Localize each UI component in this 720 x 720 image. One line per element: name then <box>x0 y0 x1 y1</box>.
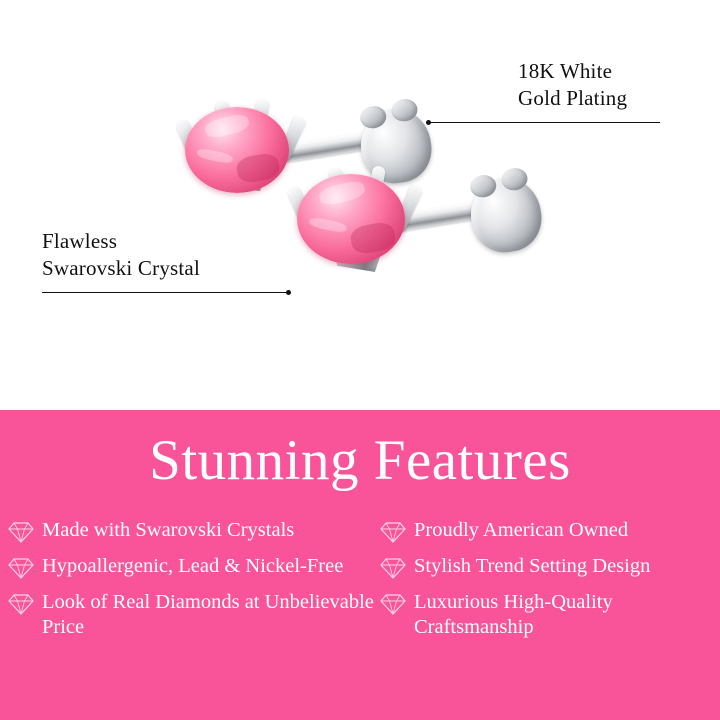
callout-leader-line <box>428 122 660 123</box>
callout-anchor-dot <box>286 290 291 295</box>
feature-item <box>8 590 380 640</box>
feature-label: Stylish Trend Setting Design <box>414 555 651 577</box>
feature-item <box>380 590 720 640</box>
diamond-icon <box>380 556 406 580</box>
crystal-stone <box>297 174 405 264</box>
diamond-icon <box>380 520 406 544</box>
butterfly-wing-right <box>390 97 419 123</box>
crystal-stone <box>185 107 289 193</box>
feature-label: Hypoallergenic, Lead & Nickel-Free <box>42 555 344 577</box>
earring-front-lower <box>275 150 595 330</box>
diamond-icon <box>8 556 34 580</box>
feature-item <box>8 554 380 580</box>
feature-label: Luxurious High-Quality Craftsmanship <box>414 591 613 638</box>
features-title: Stunning Features <box>149 429 571 492</box>
callout-gold-plating-line-2: Gold Plating <box>518 85 628 110</box>
butterfly-wing-left <box>359 104 388 130</box>
feature-item <box>380 518 720 544</box>
earring-butterfly-back <box>466 173 547 257</box>
butterfly-wing-left <box>469 173 498 199</box>
diamond-icon <box>380 592 406 616</box>
feature-label: Made with Swarovski Crystals <box>42 519 295 541</box>
callout-leader-line <box>42 292 290 293</box>
butterfly-wing-right <box>500 166 529 192</box>
diamond-icon <box>8 520 34 544</box>
diamond-icon <box>8 592 34 616</box>
callout-swarovski-line-2: Swarovski Crystal <box>42 255 200 280</box>
callout-gold-plating <box>518 58 708 112</box>
callout-swarovski-line-1: Flawless <box>42 229 118 253</box>
feature-item <box>8 518 380 544</box>
feature-label: Proudly American Owned <box>414 519 629 541</box>
features-list <box>0 518 720 640</box>
callout-gold-plating-line-1: 18K White <box>518 59 613 83</box>
feature-item <box>380 554 720 580</box>
feature-label: Look of Real Diamonds at Unbelievable Price <box>42 591 374 638</box>
features-panel <box>0 410 720 720</box>
callout-swarovski-crystal <box>42 228 272 282</box>
callout-anchor-dot <box>426 120 431 125</box>
